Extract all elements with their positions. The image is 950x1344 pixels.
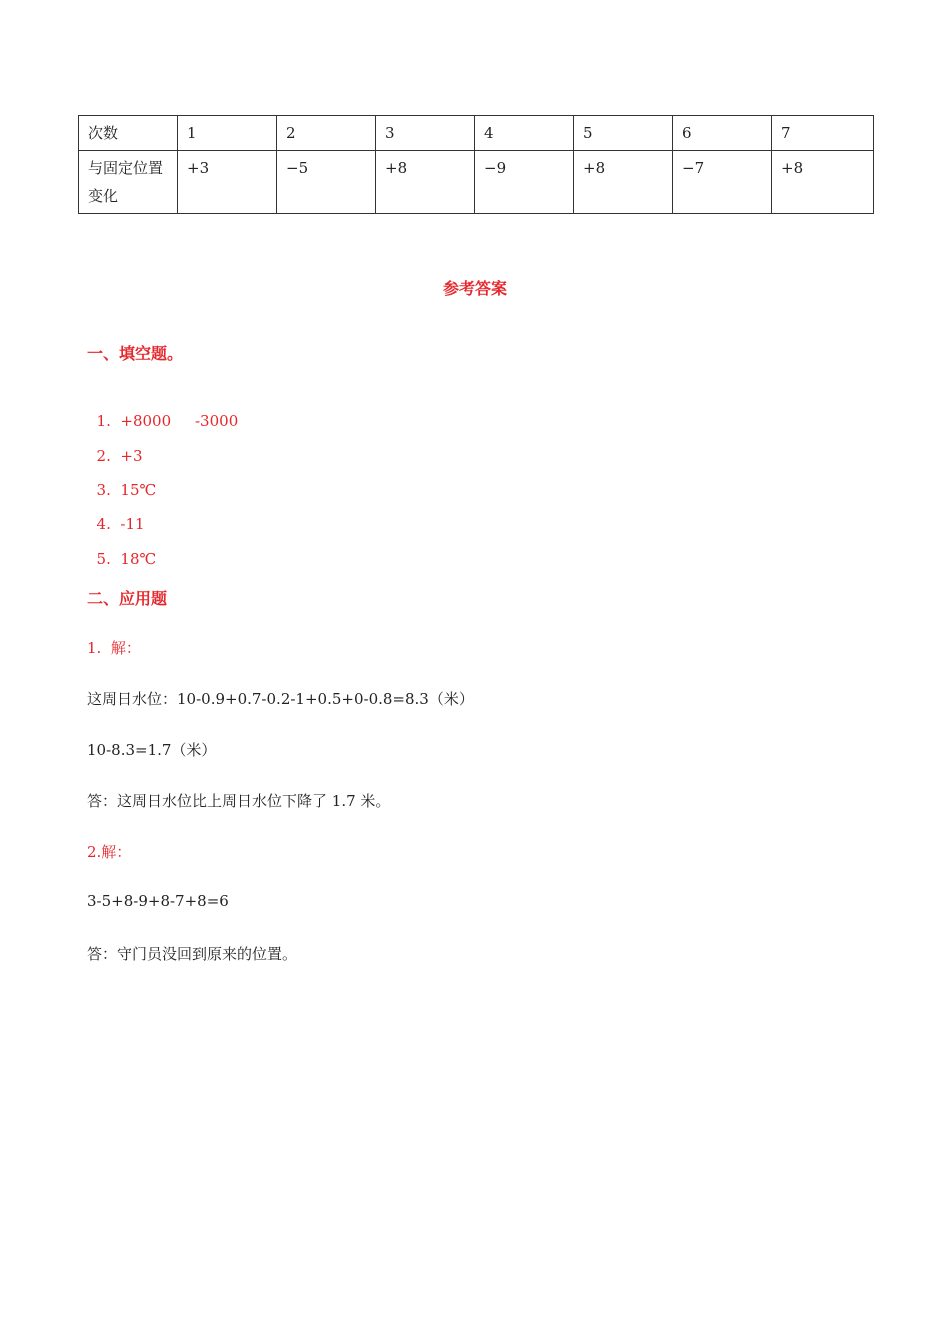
solution-line: 10-8.3=1.7（米） bbox=[87, 741, 217, 759]
table-cell: +8 bbox=[376, 151, 475, 214]
table-header-cell: 7 bbox=[772, 116, 874, 151]
table-cell: +8 bbox=[772, 151, 874, 214]
table-header-cell: 次数 bbox=[79, 116, 178, 151]
table-row-label: 与固定位置变化 bbox=[79, 151, 178, 214]
answer-title: 参考答案 bbox=[442, 279, 507, 298]
table-header-cell: 6 bbox=[673, 116, 772, 151]
answer-text: -11 bbox=[120, 515, 145, 533]
answer-item bbox=[87, 463, 156, 499]
section-title-application: 二、应用题 bbox=[87, 589, 168, 608]
answer-text: +8000 -3000 bbox=[120, 412, 239, 430]
question-2-label: 2.解： bbox=[87, 843, 132, 861]
table-header-cell: 3 bbox=[376, 116, 475, 151]
solution-line: 这周日水位：10-0.9+0.7-0.2-1+0.5+0-0.8=8.3（米） bbox=[87, 690, 474, 708]
solution-line: 答：守门员没回到原来的位置。 bbox=[87, 945, 298, 963]
table-cell: −5 bbox=[277, 151, 376, 214]
table-header-cell: 2 bbox=[277, 116, 376, 151]
table-cell: +8 bbox=[574, 151, 673, 214]
answer-item bbox=[87, 394, 238, 430]
solution-line: 3-5+8-9+8-7+8=6 bbox=[87, 892, 229, 910]
table-header-cell: 5 bbox=[574, 116, 673, 151]
answer-number: 1. bbox=[96, 412, 111, 430]
table-header-row bbox=[79, 116, 874, 151]
question-1-label: 1. 解： bbox=[87, 639, 141, 657]
position-change-table bbox=[78, 115, 874, 214]
answer-number: 2. bbox=[96, 447, 111, 465]
answer-number: 5. bbox=[96, 550, 111, 568]
answer-item bbox=[87, 497, 145, 533]
table-cell: +3 bbox=[178, 151, 277, 214]
table-cell: −7 bbox=[673, 151, 772, 214]
table-cell: −9 bbox=[475, 151, 574, 214]
answer-text: +3 bbox=[120, 447, 143, 465]
answer-number: 4. bbox=[96, 515, 111, 533]
table-header-cell: 1 bbox=[178, 116, 277, 151]
answer-number: 3. bbox=[96, 481, 111, 499]
answer-text: 15℃ bbox=[120, 481, 157, 499]
section-title-fill-blank: 一、填空题。 bbox=[87, 344, 184, 363]
answer-item bbox=[87, 429, 143, 465]
solution-line: 答：这周日水位比上周日水位下降了 1.7 米。 bbox=[87, 792, 391, 810]
answer-item bbox=[87, 532, 156, 568]
table-header-cell: 4 bbox=[475, 116, 574, 151]
answer-text: 18℃ bbox=[120, 550, 157, 568]
table-row bbox=[79, 151, 874, 214]
